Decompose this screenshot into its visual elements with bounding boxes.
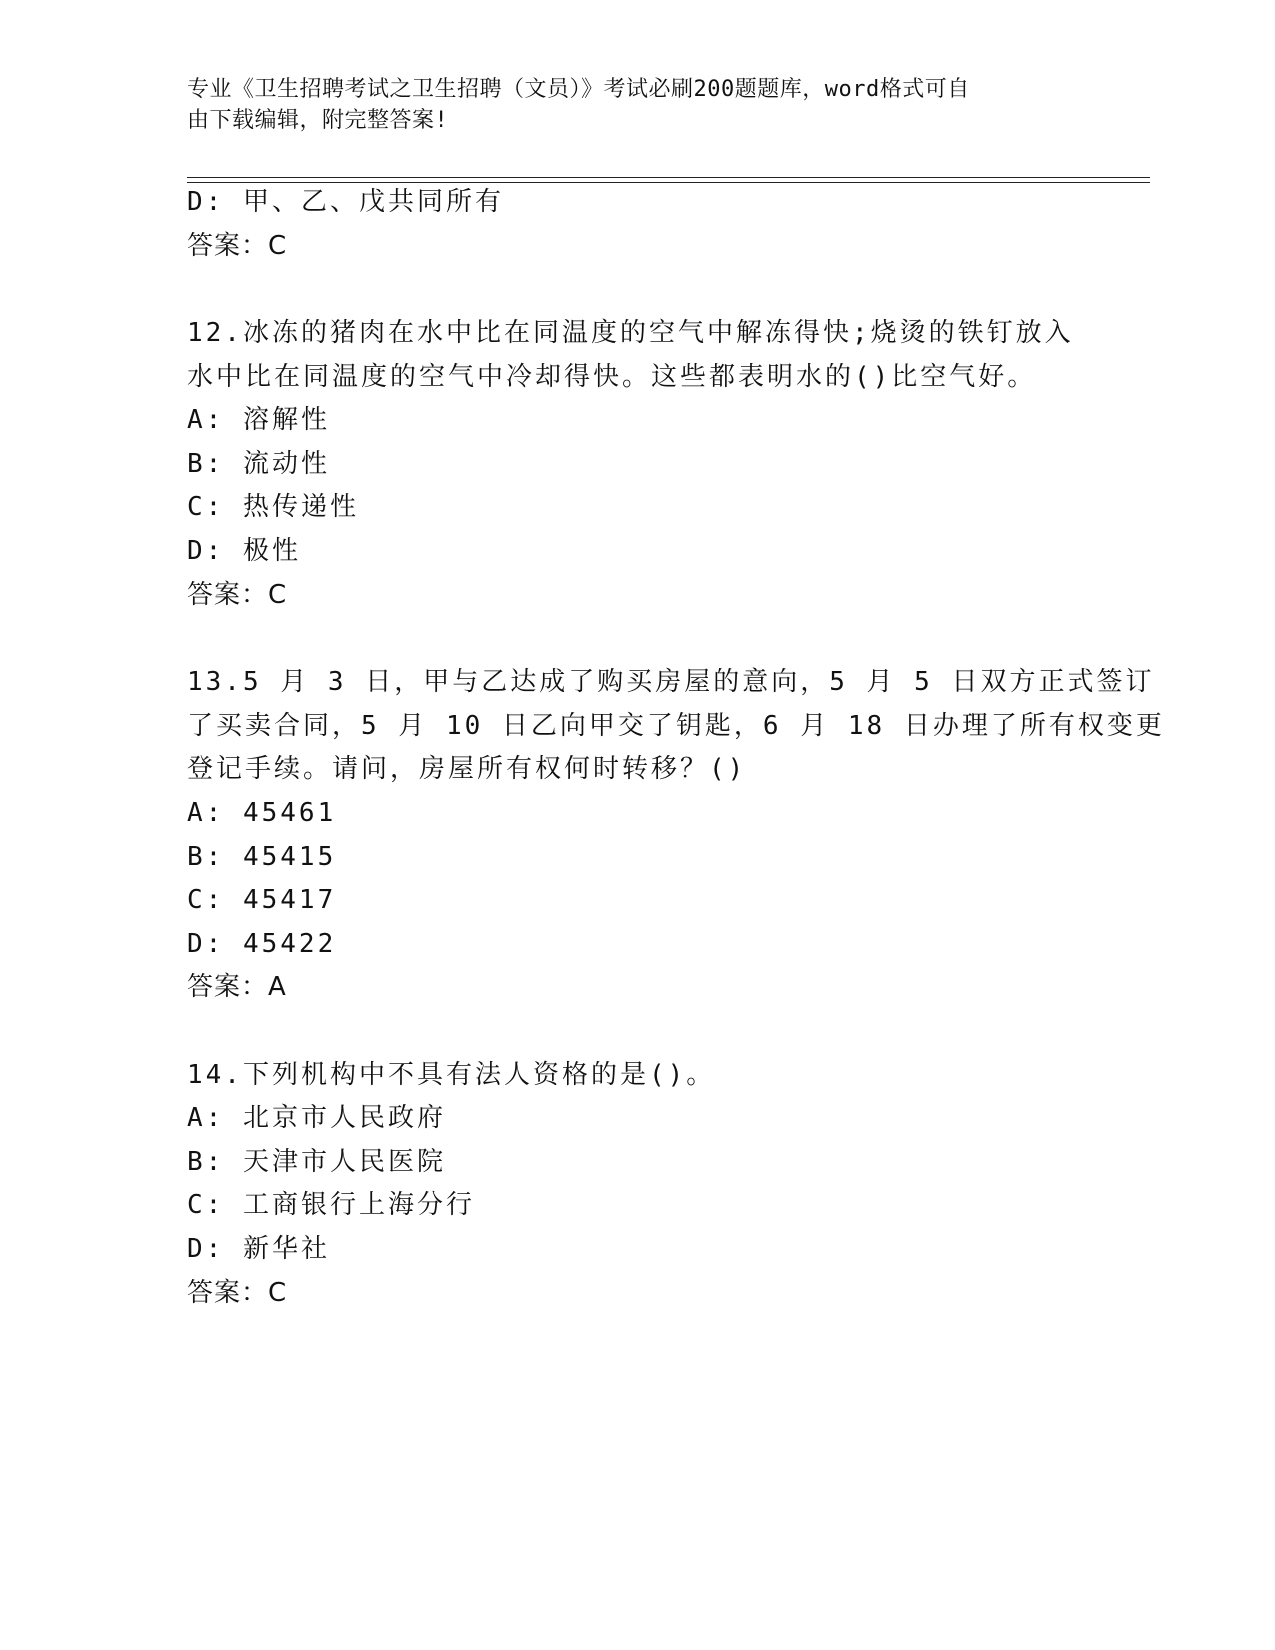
header-divider-top xyxy=(187,177,1150,178)
question-13-option-d: D: 45422 xyxy=(187,929,337,959)
carryover-answer: 答案：C xyxy=(187,231,288,261)
question-13-line-2: 了买卖合同，5 月 10 日乙向甲交了钥匙，6 月 18 日办理了所有权变更 xyxy=(187,711,1165,741)
question-13-option-b: B: 45415 xyxy=(187,842,337,872)
question-14-option-c: C: 工商银行上海分行 xyxy=(187,1190,475,1220)
question-14-line-1: 14.下列机构中不具有法人资格的是()。 xyxy=(187,1060,716,1090)
question-14-option-a: A: 北京市人民政府 xyxy=(187,1103,446,1133)
header-line-2: 由下载编辑，附完整答案! xyxy=(187,108,449,133)
question-12-option-b: B: 流动性 xyxy=(187,449,330,479)
question-12-line-1: 12.冰冻的猪肉在水中比在同温度的空气中解冻得快;烧烫的铁钉放入 xyxy=(187,318,1074,348)
question-14-option-b: B: 天津市人民医院 xyxy=(187,1147,446,1177)
question-14-option-d: D: 新华社 xyxy=(187,1234,330,1264)
question-12-option-a: A: 溶解性 xyxy=(187,405,330,435)
question-13-answer: 答案：A xyxy=(187,972,287,1002)
question-12-answer: 答案：C xyxy=(187,580,288,610)
header-line-1: 专业《卫生招聘考试之卫生招聘（文员）》考试必刷200题题库，word格式可自 xyxy=(187,77,970,102)
question-13-line-1: 13.5 月 3 日，甲与乙达成了购买房屋的意向，5 月 5 日双方正式签订 xyxy=(187,667,1155,697)
question-12-line-2: 水中比在同温度的空气中冷却得快。这些都表明水的()比空气好。 xyxy=(187,362,1037,392)
header-divider-bottom xyxy=(187,182,1150,183)
question-13-line-3: 登记手续。请问，房屋所有权何时转移？() xyxy=(187,754,747,784)
question-13-option-a: A: 45461 xyxy=(187,798,337,828)
document-header xyxy=(187,74,1067,136)
carryover-option-d: D: 甲、乙、戊共同所有 xyxy=(187,187,504,217)
question-12-option-c: C: 热传递性 xyxy=(187,492,359,522)
question-12-option-d: D: 极性 xyxy=(187,536,301,566)
question-14-answer: 答案：C xyxy=(187,1278,288,1308)
question-13-option-c: C: 45417 xyxy=(187,885,337,915)
